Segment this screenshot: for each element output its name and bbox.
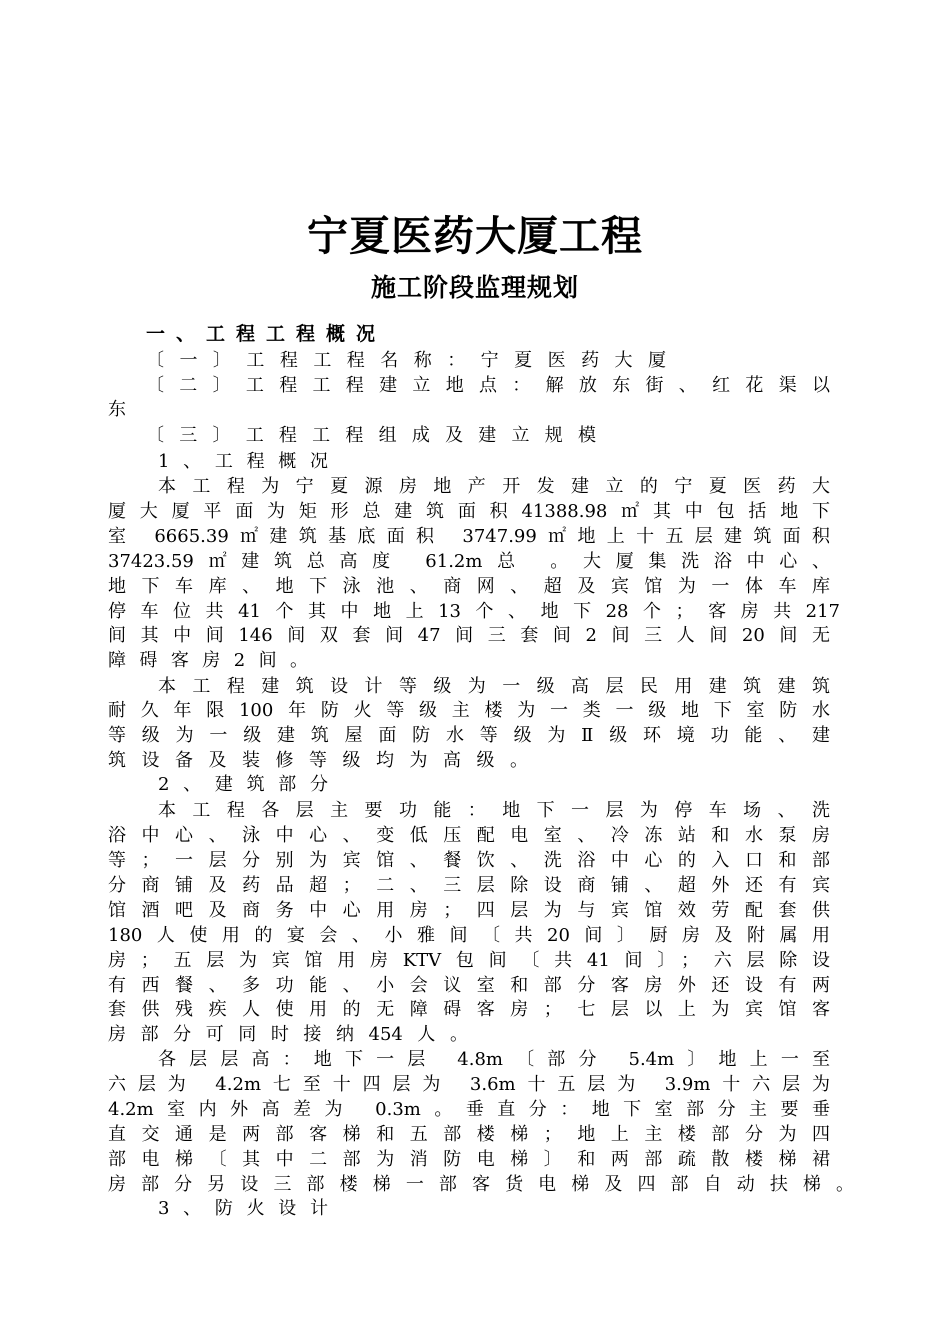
body-line: 耐久年限100年防火等级主楼为一类一级地下室防水 (108, 700, 830, 721)
body-line: 180人使用的宴会、小雅间〔共20间〕厨房及附属用 (108, 925, 830, 946)
body-line: 4.2m室内外高差为 0.3m。垂直分：地下室部分主要垂 (108, 1099, 830, 1120)
body-line: 各层层高：地下一层 4.8m〔部分 5.4m〕地上一至 (158, 1049, 830, 1070)
section-heading-project-overview: 一、工程工程概况 (146, 323, 387, 345)
body-line: 厦大厦平面为矩形总建筑面积41388.98㎡其中包括地下 (108, 501, 830, 522)
body-line: 〔二〕工程工程建立地点：解放东街、红花渠以 (146, 375, 830, 396)
body-line: 浴中心、泳中心、变低压配电室、冷冻站和水泵房 (108, 825, 830, 846)
document-title: 宁夏医药大厦工程 (307, 212, 643, 260)
body-line: 37423.59㎡建筑总高度 61.2m总 。大厦集洗浴中心、 (108, 551, 830, 572)
body-line: 房；五层为宾馆用房KTV包间〔共41间〕；六层除设 (108, 950, 830, 971)
body-line: 地下车库、地下泳池、商网、超及宾馆为一体车库 (108, 576, 830, 597)
body-line: 1、工程概况 (158, 451, 328, 472)
body-line: 部电梯〔其中二部为消防电梯〕和两部疏散楼梯裙 (108, 1149, 830, 1170)
body-line: 本工程建筑设计等级为一级高层民用建筑建筑 (158, 676, 830, 697)
body-line: 分商铺及药品超；二、三层除设商铺、超外还有宾 (108, 875, 830, 896)
body-line: 停车位共41个其中地上13个、地下28个；客房共217 (108, 601, 840, 622)
body-line: 等；一层分别为宾馆、餐饮、洗浴中心的入口和部 (108, 850, 830, 871)
body-line: 套供残疾人使用的无障碍客房；七层以上为宾馆客 (108, 999, 830, 1020)
body-line: 筑设备及装修等级均为高级。 (108, 750, 528, 771)
body-line: 本工程为宁夏源房地产开发建立的宁夏医药大 (158, 476, 830, 497)
body-line: 本工程各层主要功能：地下一层为停车场、洗 (158, 800, 830, 821)
body-line: 〔三〕工程工程组成及建立规模 (146, 425, 596, 446)
body-line: 等级为一级建筑屋面防水等级为Ⅱ级环境功能、建 (108, 725, 830, 746)
body-line: 2、建筑部分 (158, 774, 328, 795)
body-line: 3、防火设计 (158, 1198, 328, 1219)
body-line: 室 6665.39㎡建筑基底面积 3747.99㎡地上十五层建筑面积 (108, 526, 830, 547)
body-line: 直交通是两部客梯和五部楼梯；地上主楼部分为四 (108, 1124, 830, 1145)
body-line: 房部分另设三部楼梯一部客货电梯及四部自动扶梯。 (108, 1174, 854, 1195)
body-line: 东 (108, 399, 126, 420)
body-line: 房部分可同时接纳454人。 (108, 1024, 468, 1045)
body-line: 障碍客房2间。 (108, 650, 308, 671)
body-line: 有西餐、多功能、小会议室和部分客房外还设有两 (108, 975, 830, 996)
body-line: 间其中间146间双套间47间三套间2间三人间20间无 (108, 625, 830, 646)
body-line: 六层为 4.2m七至十四层为 3.6m十五层为 3.9m十六层为 (108, 1074, 830, 1095)
body-line: 〔一〕工程工程名称：宁夏医药大厦 (146, 350, 666, 371)
body-line: 馆酒吧及商务中心用房；四层为与宾馆效劳配套供 (108, 900, 830, 921)
document-subtitle: 施工阶段监理规划 (370, 273, 579, 302)
